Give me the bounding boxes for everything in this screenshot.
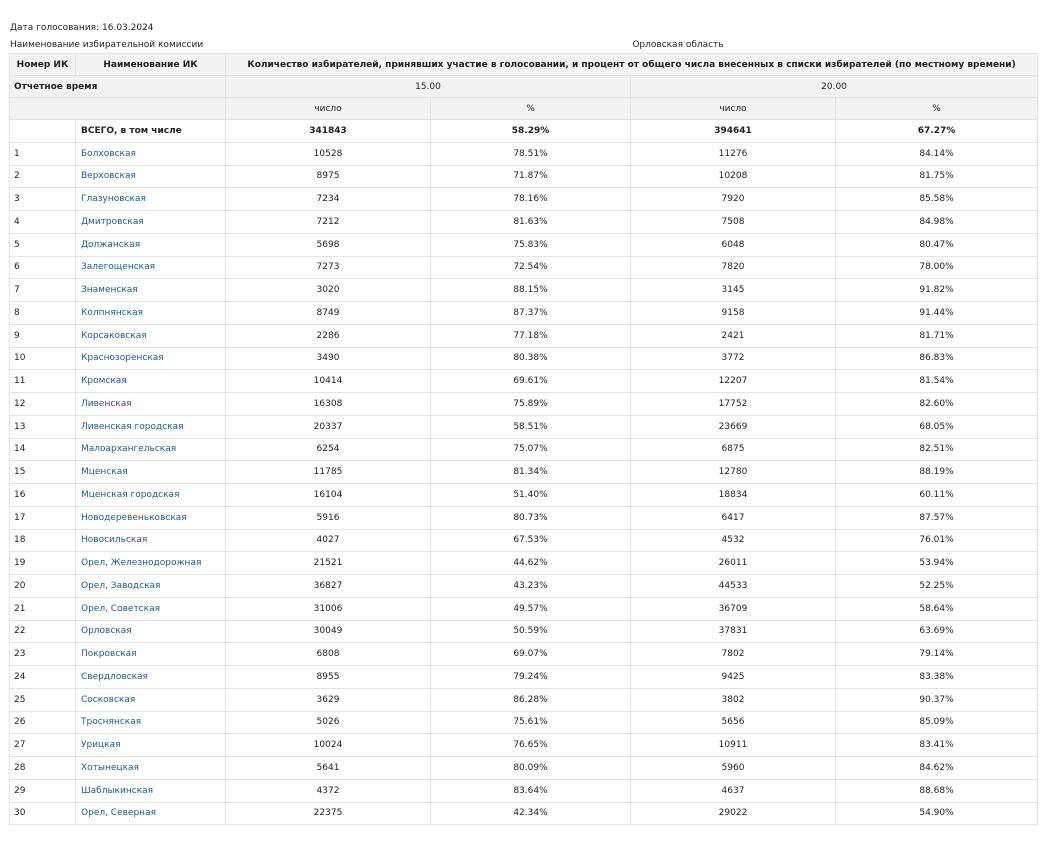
commission-link[interactable]: Орловская <box>76 620 226 643</box>
commission-link[interactable]: Орел, Советская <box>76 597 226 620</box>
row-number: 6 <box>10 256 76 279</box>
pct-15: 75.89% <box>431 393 631 416</box>
count-20: 26011 <box>631 552 836 575</box>
count-15: 4372 <box>226 779 431 802</box>
count-15: 30049 <box>226 620 431 643</box>
pct-20: 52.25% <box>836 575 1038 598</box>
table-row <box>10 597 1038 620</box>
commission-link[interactable]: Троснянская <box>76 711 226 734</box>
commission-link[interactable]: Знаменская <box>76 279 226 302</box>
pct-15: 51.40% <box>431 484 631 507</box>
count-15: 8749 <box>226 302 431 325</box>
count-15: 5916 <box>226 506 431 529</box>
count-15: 10414 <box>226 370 431 393</box>
pct-20: 63.69% <box>836 620 1038 643</box>
table-row <box>10 347 1038 370</box>
count-20: 3145 <box>631 279 836 302</box>
pct-15: 80.73% <box>431 506 631 529</box>
table-row <box>10 165 1038 188</box>
count-15: 3020 <box>226 279 431 302</box>
total-number <box>10 120 76 143</box>
count-20: 11276 <box>631 142 836 165</box>
pct-20: 87.57% <box>836 506 1038 529</box>
pct-15: 49.57% <box>431 597 631 620</box>
commission-link[interactable]: Глазуновская <box>76 188 226 211</box>
count-15: 16104 <box>226 484 431 507</box>
pct-20: 58.64% <box>836 597 1038 620</box>
commission-link[interactable]: Покровская <box>76 643 226 666</box>
table-row <box>10 734 1038 757</box>
pct-20: 80.47% <box>836 233 1038 256</box>
table-row <box>10 461 1038 484</box>
commission-link[interactable]: Краснозоренская <box>76 347 226 370</box>
pct-20: 81.54% <box>836 370 1038 393</box>
commission-link[interactable]: Залегощенская <box>76 256 226 279</box>
turnout-table <box>9 53 1038 825</box>
commission-link[interactable]: Малоархангельская <box>76 438 226 461</box>
row-number: 9 <box>10 324 76 347</box>
pct-20: 86.83% <box>836 347 1038 370</box>
total-count-15: 341843 <box>226 120 431 143</box>
count-15: 20337 <box>226 415 431 438</box>
pct-15: 83.64% <box>431 779 631 802</box>
count-20: 5656 <box>631 711 836 734</box>
pct-15: 87.37% <box>431 302 631 325</box>
table-row <box>10 279 1038 302</box>
pct-20: 81.75% <box>836 165 1038 188</box>
commission-link[interactable]: Новодеревеньковская <box>76 506 226 529</box>
count-20: 12780 <box>631 461 836 484</box>
pct-15: 44.62% <box>431 552 631 575</box>
sub-header-empty <box>10 98 226 120</box>
table-row <box>10 188 1038 211</box>
commission-link[interactable]: Сосковская <box>76 688 226 711</box>
commission-link[interactable]: Орел, Северная <box>76 802 226 825</box>
pct-15: 75.61% <box>431 711 631 734</box>
time-header-15: 15.00 <box>226 76 631 98</box>
total-pct-20: 67.27% <box>836 120 1038 143</box>
commission-link[interactable]: Колпнянская <box>76 302 226 325</box>
sub-header-pct-20: % <box>836 98 1038 120</box>
commission-link[interactable]: Болховская <box>76 142 226 165</box>
count-20: 10208 <box>631 165 836 188</box>
commission-link[interactable]: Мценская городская <box>76 484 226 507</box>
row-number: 14 <box>10 438 76 461</box>
count-20: 18834 <box>631 484 836 507</box>
table-row <box>10 757 1038 780</box>
total-count-20: 394641 <box>631 120 836 143</box>
count-20: 36709 <box>631 597 836 620</box>
row-number: 21 <box>10 597 76 620</box>
pct-15: 42.34% <box>431 802 631 825</box>
table-row <box>10 688 1038 711</box>
table-row <box>10 211 1038 234</box>
commission-link[interactable]: Урицкая <box>76 734 226 757</box>
pct-20: 76.01% <box>836 529 1038 552</box>
pct-15: 71.87% <box>431 165 631 188</box>
table-row <box>10 484 1038 507</box>
sub-header-pct-15: % <box>431 98 631 120</box>
pct-15: 50.59% <box>431 620 631 643</box>
row-number: 22 <box>10 620 76 643</box>
row-number: 23 <box>10 643 76 666</box>
col-header-number: Номер ИК <box>10 54 76 76</box>
table-row <box>10 711 1038 734</box>
count-20: 37831 <box>631 620 836 643</box>
table-row <box>10 575 1038 598</box>
pct-15: 77.18% <box>431 324 631 347</box>
table-row <box>10 324 1038 347</box>
count-15: 16308 <box>226 393 431 416</box>
pct-20: 88.19% <box>836 461 1038 484</box>
count-15: 3490 <box>226 347 431 370</box>
pct-15: 58.51% <box>431 415 631 438</box>
pct-20: 53.94% <box>836 552 1038 575</box>
row-number: 25 <box>10 688 76 711</box>
table-row <box>10 779 1038 802</box>
count-15: 10528 <box>226 142 431 165</box>
commission-link[interactable]: Должанская <box>76 233 226 256</box>
count-15: 36827 <box>226 575 431 598</box>
pct-20: 60.11% <box>836 484 1038 507</box>
sub-header-count-20: число <box>631 98 836 120</box>
row-number: 24 <box>10 666 76 689</box>
count-20: 6875 <box>631 438 836 461</box>
table-row <box>10 552 1038 575</box>
count-15: 7212 <box>226 211 431 234</box>
row-number: 19 <box>10 552 76 575</box>
count-20: 29022 <box>631 802 836 825</box>
count-15: 7234 <box>226 188 431 211</box>
commission-link[interactable]: Корсаковская <box>76 324 226 347</box>
count-15: 6808 <box>226 643 431 666</box>
pct-20: 78.00% <box>836 256 1038 279</box>
count-20: 4637 <box>631 779 836 802</box>
commission-link[interactable]: Ливенская <box>76 393 226 416</box>
count-20: 9425 <box>631 666 836 689</box>
pct-20: 82.51% <box>836 438 1038 461</box>
table-row <box>10 666 1038 689</box>
pct-20: 91.44% <box>836 302 1038 325</box>
total-pct-15: 58.29% <box>431 120 631 143</box>
row-number: 26 <box>10 711 76 734</box>
pct-20: 83.38% <box>836 666 1038 689</box>
pct-15: 78.51% <box>431 142 631 165</box>
commission-link[interactable]: Свердловская <box>76 666 226 689</box>
table-row <box>10 506 1038 529</box>
row-number: 8 <box>10 302 76 325</box>
count-15: 10024 <box>226 734 431 757</box>
pct-15: 80.09% <box>431 757 631 780</box>
pct-20: 85.58% <box>836 188 1038 211</box>
table-body <box>10 120 1038 825</box>
sub-header-count-15: число <box>226 98 431 120</box>
pct-15: 75.83% <box>431 233 631 256</box>
commission-link[interactable]: Шаблыкинская <box>76 779 226 802</box>
table-row <box>10 256 1038 279</box>
pct-20: 68.05% <box>836 415 1038 438</box>
commission-label: Наименование избирательной комиссии <box>10 40 204 50</box>
pct-20: 84.62% <box>836 757 1038 780</box>
count-20: 4532 <box>631 529 836 552</box>
pct-15: 80.38% <box>431 347 631 370</box>
count-20: 6048 <box>631 233 836 256</box>
pct-20: 84.98% <box>836 211 1038 234</box>
row-number: 16 <box>10 484 76 507</box>
count-15: 5641 <box>226 757 431 780</box>
count-15: 8975 <box>226 165 431 188</box>
commission-link[interactable]: Ливенская городская <box>76 415 226 438</box>
count-15: 5026 <box>226 711 431 734</box>
count-20: 10911 <box>631 734 836 757</box>
row-number: 4 <box>10 211 76 234</box>
count-20: 44533 <box>631 575 836 598</box>
pct-15: 75.07% <box>431 438 631 461</box>
row-number: 28 <box>10 757 76 780</box>
row-number: 11 <box>10 370 76 393</box>
count-20: 5960 <box>631 757 836 780</box>
col-header-group: Количество избирателей, принявших участие в голосовании, и процент от общего числа внесенных в списки избирателей (по местному времени) <box>226 54 1038 76</box>
count-20: 9158 <box>631 302 836 325</box>
pct-15: 88.15% <box>431 279 631 302</box>
table-row <box>10 393 1038 416</box>
commission-link[interactable]: Верховская <box>76 165 226 188</box>
pct-15: 86.28% <box>431 688 631 711</box>
region-name: Орловская область <box>632 40 724 50</box>
voting-date <box>10 23 154 33</box>
count-15: 22375 <box>226 802 431 825</box>
count-20: 3772 <box>631 347 836 370</box>
pct-15: 76.65% <box>431 734 631 757</box>
row-number: 12 <box>10 393 76 416</box>
table-row <box>10 233 1038 256</box>
count-15: 3629 <box>226 688 431 711</box>
table-row <box>10 643 1038 666</box>
table-row <box>10 802 1038 825</box>
count-20: 6417 <box>631 506 836 529</box>
row-number: 7 <box>10 279 76 302</box>
count-15: 8955 <box>226 666 431 689</box>
commission-link[interactable]: Дмитровская <box>76 211 226 234</box>
pct-20: 83.41% <box>836 734 1038 757</box>
pct-15: 69.07% <box>431 643 631 666</box>
row-number: 5 <box>10 233 76 256</box>
pct-20: 82.60% <box>836 393 1038 416</box>
pct-20: 84.14% <box>836 142 1038 165</box>
row-number: 17 <box>10 506 76 529</box>
pct-20: 85.09% <box>836 711 1038 734</box>
row-number: 1 <box>10 142 76 165</box>
count-20: 23669 <box>631 415 836 438</box>
voting-date-label: Дата голосования: <box>10 23 100 33</box>
table-row <box>10 529 1038 552</box>
count-15: 5698 <box>226 233 431 256</box>
row-number: 30 <box>10 802 76 825</box>
count-15: 7273 <box>226 256 431 279</box>
report-time-label: Отчетное время <box>10 76 226 98</box>
voting-date-value: 16.03.2024 <box>102 23 154 33</box>
count-20: 7802 <box>631 643 836 666</box>
col-header-name: Наименование ИК <box>76 54 226 76</box>
pct-15: 81.63% <box>431 211 631 234</box>
pct-15: 79.24% <box>431 666 631 689</box>
count-15: 11785 <box>226 461 431 484</box>
table-row <box>10 438 1038 461</box>
pct-15: 43.23% <box>431 575 631 598</box>
pct-15: 78.16% <box>431 188 631 211</box>
pct-20: 54.90% <box>836 802 1038 825</box>
count-20: 7820 <box>631 256 836 279</box>
row-number: 27 <box>10 734 76 757</box>
pct-15: 81.34% <box>431 461 631 484</box>
count-20: 17752 <box>631 393 836 416</box>
count-15: 31006 <box>226 597 431 620</box>
row-number: 18 <box>10 529 76 552</box>
pct-20: 90.37% <box>836 688 1038 711</box>
commission-link[interactable]: Новосильская <box>76 529 226 552</box>
table-row <box>10 620 1038 643</box>
row-number: 2 <box>10 165 76 188</box>
count-15: 2286 <box>226 324 431 347</box>
commission-link[interactable]: Орел, Железнодорожная <box>76 552 226 575</box>
table-row <box>10 142 1038 165</box>
commission-link[interactable]: Хотынецкая <box>76 757 226 780</box>
row-number: 10 <box>10 347 76 370</box>
pct-20: 88.68% <box>836 779 1038 802</box>
pct-20: 79.14% <box>836 643 1038 666</box>
pct-20: 91.82% <box>836 279 1038 302</box>
count-20: 7508 <box>631 211 836 234</box>
total-name: ВСЕГО, в том числе <box>76 120 226 143</box>
count-20: 12207 <box>631 370 836 393</box>
count-20: 2421 <box>631 324 836 347</box>
count-20: 3802 <box>631 688 836 711</box>
commission-link[interactable]: Кромская <box>76 370 226 393</box>
time-header-20: 20.00 <box>631 76 1038 98</box>
count-15: 4027 <box>226 529 431 552</box>
commission-link[interactable]: Орел, Заводская <box>76 575 226 598</box>
count-15: 6254 <box>226 438 431 461</box>
row-number: 13 <box>10 415 76 438</box>
table-row <box>10 370 1038 393</box>
commission-link[interactable]: Мценская <box>76 461 226 484</box>
row-number: 20 <box>10 575 76 598</box>
count-20: 7920 <box>631 188 836 211</box>
pct-15: 69.61% <box>431 370 631 393</box>
pct-15: 72.54% <box>431 256 631 279</box>
count-15: 21521 <box>226 552 431 575</box>
table-row <box>10 415 1038 438</box>
row-number: 3 <box>10 188 76 211</box>
table-row <box>10 302 1038 325</box>
pct-15: 67.53% <box>431 529 631 552</box>
row-number: 15 <box>10 461 76 484</box>
total-row <box>10 120 1038 143</box>
row-number: 29 <box>10 779 76 802</box>
pct-20: 81.71% <box>836 324 1038 347</box>
